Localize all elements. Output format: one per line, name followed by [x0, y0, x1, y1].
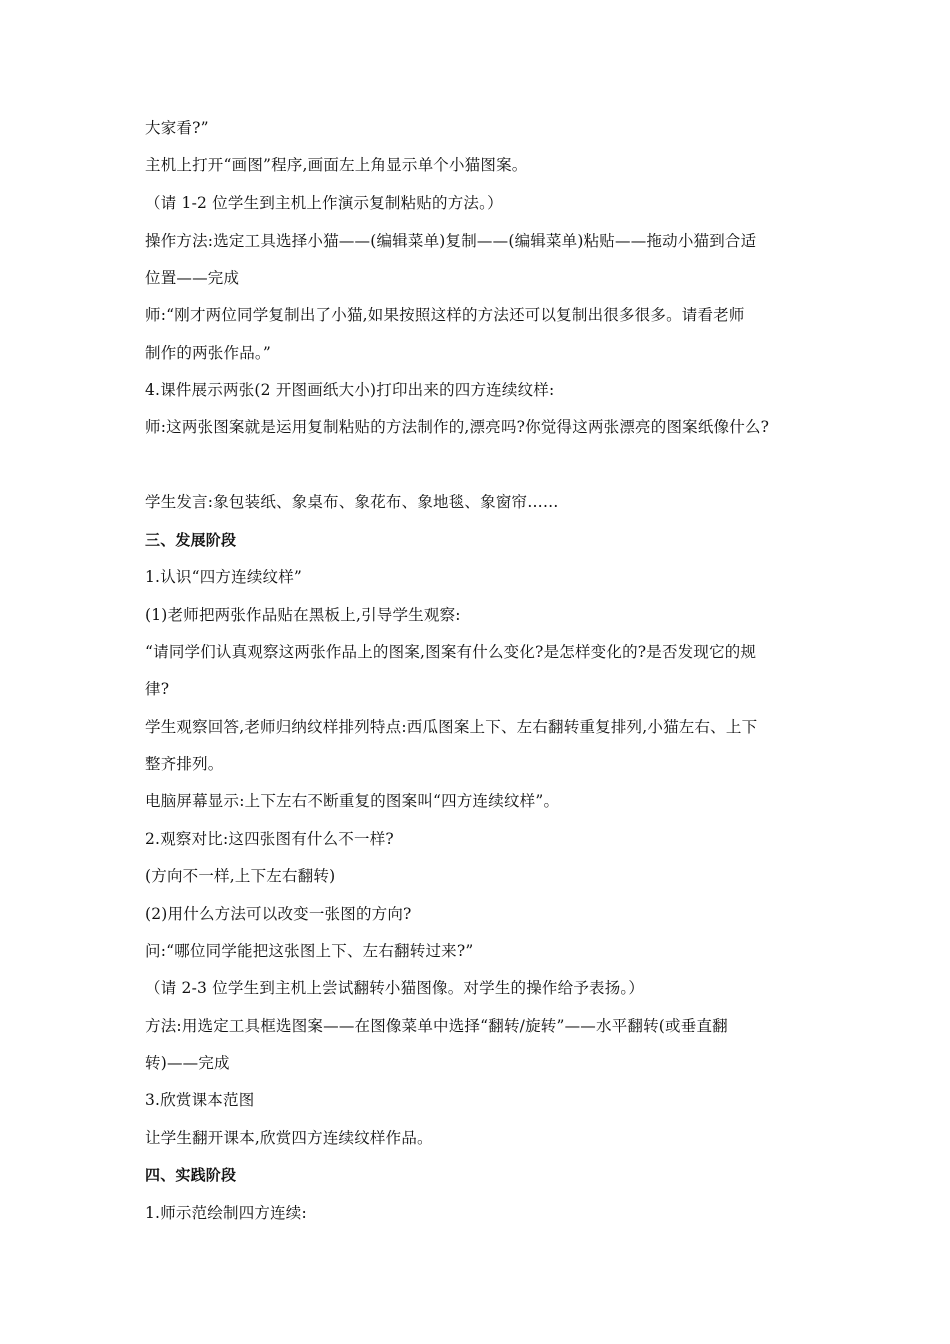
- text-line: 4.课件展示两张(2 开图画纸大小)打印出来的四方连续纹样:: [145, 381, 555, 399]
- text-line: 主机上打开“画图”程序,画面左上角显示单个小猫图案。: [145, 156, 528, 174]
- text-line: 方法:用选定工具框选图案——在图像菜单中选择“翻转/旋转”——水平翻转(或垂直翻: [145, 1017, 728, 1035]
- text-line: 学生发言:象包装纸、象桌布、象花布、象地毯、象窗帘……: [145, 493, 559, 511]
- text-line: 律?: [145, 680, 170, 698]
- text-line: 问:“哪位同学能把这张图上下、左右翻转过来?”: [145, 942, 474, 960]
- text-line: “请同学们认真观察这两张作品上的图案,图案有什么变化?是怎样变化的?是否发现它的规: [145, 643, 757, 661]
- section-heading: 三、发展阶段: [145, 531, 237, 549]
- text-line: 电脑屏幕显示:上下左右不断重复的图案叫“四方连续纹样”。: [145, 792, 560, 810]
- text-line: 制作的两张作品。”: [145, 344, 271, 362]
- text-line: (方向不一样,上下左右翻转): [145, 867, 336, 885]
- text-line: 师:这两张图案就是运用复制粘贴的方法制作的,漂亮吗?你觉得这两张漂亮的图案纸像什么?: [145, 418, 770, 436]
- section-heading: 四、实践阶段: [145, 1166, 237, 1184]
- text-line: (2)用什么方法可以改变一张图的方向?: [145, 905, 412, 923]
- text-line: 师:“刚才两位同学复制出了小猫,如果按照这样的方法还可以复制出很多很多。请看老师: [145, 306, 745, 324]
- text-line: 1.认识“四方连续纹样”: [145, 568, 303, 586]
- text-line: 学生观察回答,老师归纳纹样排列特点:西瓜图案上下、左右翻转重复排列,小猫左右、上下: [145, 718, 758, 736]
- text-line: （请 2-3 位学生到主机上尝试翻转小猫图像。对学生的操作给予表扬。）: [145, 979, 645, 997]
- text-line: 让学生翻开课本,欣赏四方连续纹样作品。: [145, 1129, 433, 1147]
- text-line: 大家看?”: [145, 119, 209, 137]
- text-line: 操作方法:选定工具选择小猫——(编辑菜单)复制——(编辑菜单)粘贴——拖动小猫到合适: [145, 232, 757, 250]
- text-line: 位置——完成: [145, 269, 240, 287]
- text-line: 转)——完成: [145, 1054, 230, 1072]
- text-line: 3.欣赏课本范图: [145, 1091, 255, 1109]
- text-line: 整齐排列。: [145, 755, 224, 773]
- text-line: （请 1-2 位学生到主机上作演示复制粘贴的方法。）: [145, 194, 503, 212]
- text-line: 1.师示范绘制四方连续:: [145, 1204, 307, 1222]
- text-line: 2.观察对比:这四张图有什么不一样?: [145, 830, 394, 848]
- text-line: (1)老师把两张作品贴在黑板上,引导学生观察:: [145, 606, 461, 624]
